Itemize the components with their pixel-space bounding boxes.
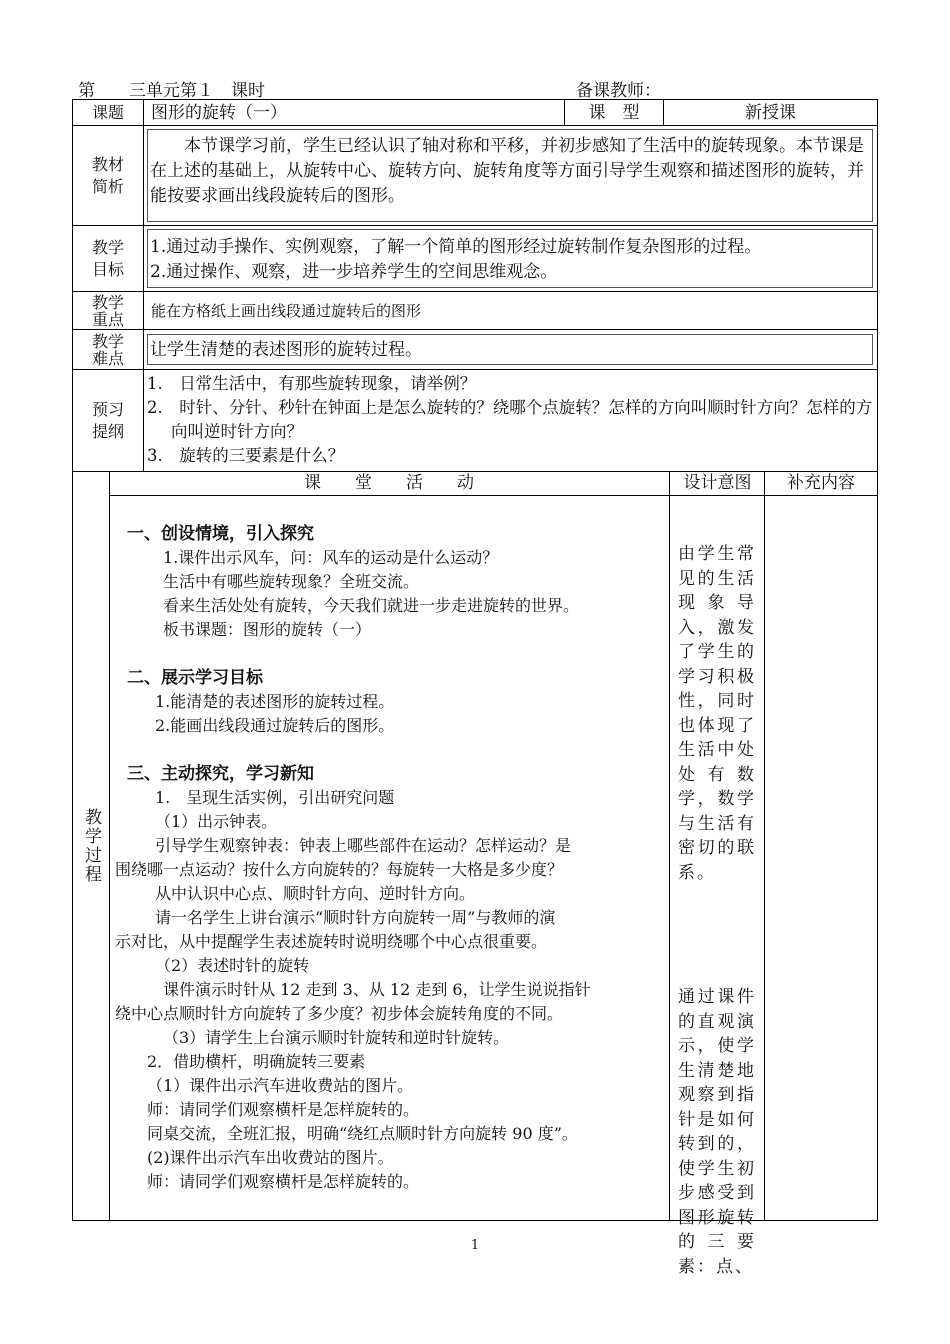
activity-line: 2．借助横杆，明确旋转三要素: [147, 1052, 366, 1071]
activity-line: （3）请学生上台演示顺时针旋转和逆时针旋转。: [163, 1028, 510, 1047]
activity-column-header: 课 堂 活 动: [304, 473, 474, 493]
process-label: 教学过程: [73, 472, 110, 1220]
activity-line: 从中认识中心点、顺时针方向、逆时针方向。: [155, 884, 476, 903]
activity-line: 板书课题：图形的旋转（一）: [163, 620, 372, 639]
section-heading: 三、主动探究，学习新知: [127, 764, 314, 784]
goal-item-1: 1.通过动手操作、实例观察，了解一个简单的图形经过旋转制作复杂图形的过程。: [150, 237, 762, 257]
activity-line: 课件演示时针从 12 走到 3、从 12 走到 6，让学生说说指针: [163, 980, 591, 999]
difficulty-text: 让学生清楚的表述图形的旋转过程。: [147, 334, 873, 365]
key-point-label: 教学 重点: [73, 292, 144, 329]
intent-text-1: 由学生常见的生活现象导入，激发了学生的学习积极性，同时也体现了生活中处处有数学，数学与生活有密切的联系。: [678, 544, 756, 883]
preview-label: 预习 提纲: [73, 370, 144, 471]
activity-line: 围绕哪一点运动？按什么方向旋转的？每旋转一大格是多少度？: [115, 860, 564, 879]
process-body: [109, 496, 877, 1277]
lesson-plan-table: [72, 99, 878, 1277]
preview-item-3: 3. 旋转的三要素是什么？: [147, 446, 345, 465]
activity-lines: [109, 522, 669, 1194]
preview-item-2: 2. 时针、分针、秒针在钟面上是怎么旋转的？绕哪个点旋转？怎样的方向叫顺时针方向？怎样的方向叫逆时针方向？: [147, 398, 873, 441]
goals-row: [73, 226, 877, 292]
activity-line: （1）出示钟表。: [155, 812, 278, 831]
activity-line: (2)课件出示汽车出收费站的图片。: [147, 1148, 394, 1167]
goal-item-2: 2.通过操作、观察，进一步培养学生的空间思维观念。: [150, 262, 558, 282]
activity-line: 引导学生观察钟表：钟表上哪些部件在运动？怎样运动？是: [155, 836, 572, 855]
extra-column-header: 补充内容: [764, 472, 877, 495]
goals-box: [147, 229, 873, 288]
page-number: 1: [470, 1238, 480, 1253]
activity-line: [109, 738, 669, 762]
intent-column: [669, 496, 764, 1277]
textbook-text: 本节课学习前，学生已经认识了轴对称和平移，并初步感知了生活中的旋转现象。本节课是在上述的基础上，从旋转中心、旋转方向、旋转角度等方面引导学生观察和描述图形的旋转，并能按要求画出线段旋转后的图形。: [150, 136, 864, 206]
activity-line: 生活中有哪些旋转现象？全班交流。: [163, 572, 420, 591]
activity-line: 2.能画出线段通过旋转后的图形。: [155, 716, 395, 735]
intent-column-header: 设计意图: [669, 472, 765, 495]
activity-line: 绕中心点顺时针方向旋转了多少度？初步体会旋转角度的不同。: [115, 1004, 564, 1023]
section-heading: 一、创设情境，引入探究: [127, 524, 314, 544]
difficulty-row: [73, 330, 877, 370]
activity-line: 同桌交流，全班汇报，明确“绕红点顺时针方向旋转 90 度”。: [147, 1124, 578, 1143]
preview-row: [73, 370, 877, 472]
key-point-row: [73, 292, 877, 330]
activity-line: 1.课件出示风车，问：风车的运动是什么运动？: [163, 548, 499, 567]
lesson-type-value: 新授课: [745, 103, 796, 123]
activity-line: 请一名学生上讲台演示“顺时针方向旋转一周”与教师的演: [155, 908, 556, 927]
lesson-type-label: 课 型: [564, 100, 664, 125]
topic-label: 课题: [73, 100, 144, 125]
activity-line: 示对比，从中提醒学生表述旋转时说明绕哪个中心点很重要。: [115, 932, 548, 951]
activity-line: 1.能清楚的表述图形的旋转过程。: [155, 692, 395, 711]
textbook-label: 教材 简析: [73, 126, 144, 225]
activity-line: 看来生活处处有旋转，今天我们就进一步走进旋转的世界。: [163, 596, 580, 615]
activity-line: 1. 呈现生活实例，引出研究问题: [155, 788, 395, 807]
difficulty-label: 教学 难点: [73, 330, 144, 369]
activity-line: （2）表述时针的旋转: [155, 956, 310, 975]
topic-value: 图形的旋转（一）: [151, 103, 287, 123]
section-heading: 二、展示学习目标: [127, 668, 263, 688]
goals-label: 教学 目标: [73, 226, 144, 291]
activity-line: 师：请同学们观察横杆是怎样旋转的。: [147, 1172, 420, 1191]
preview-item-1: 1. 日常生活中，有那些旋转现象，请举例？: [147, 374, 477, 393]
lesson-header: [78, 76, 878, 101]
activity-line: 师：请同学们观察横杆是怎样旋转的。: [147, 1100, 420, 1119]
key-point-text: 能在方格纸上画出线段通过旋转后的图形: [151, 302, 422, 320]
preview-list: [147, 370, 873, 471]
textbook-row: [73, 126, 877, 226]
activity-line: [109, 642, 669, 666]
process-header-row: [109, 472, 877, 496]
unit-lesson-label: 第 三单元第１ 课时: [78, 81, 265, 101]
activity-line: （1）课件出示汽车进收费站的图片。: [147, 1076, 414, 1095]
textbook-box: [147, 129, 873, 222]
activity-column: [109, 496, 669, 1220]
extra-column: [764, 496, 877, 1220]
intent-text-2: 通过课件的直观演示，使学生清楚地观察到指针是如何转到的，使学生初步感受到图形旋转的三要素：点、: [678, 987, 756, 1277]
teacher-label: 备课教师：: [576, 81, 661, 101]
topic-row: [73, 100, 877, 126]
